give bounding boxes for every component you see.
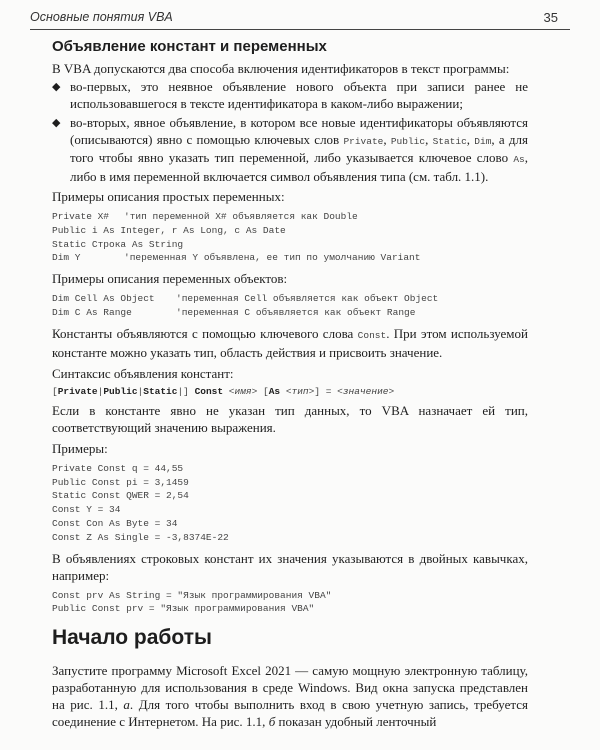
code-block-object-vars — [52, 292, 528, 320]
syntax-value: <значение> — [337, 385, 395, 397]
intro-paragraph: В VBA допускаются два способа включения идентификаторов в текст программы: — [52, 61, 510, 76]
code-line: Const Z As Single = -3,8374E-22 — [52, 531, 229, 543]
const-text: . При этом используемой константе можно указать тип, область действия и присвоить значение. — [52, 325, 528, 360]
paragraph-text: показан удобный ленточный — [275, 714, 437, 730]
figure-ref-b: б — [268, 714, 276, 730]
string-consts-paragraph: В объявлениях строковых констант их значения указываются в двойных кавычках, например: — [52, 550, 528, 583]
page-content — [52, 38, 528, 730]
code-statement: Dim C As Range — [52, 306, 132, 318]
code-statement: Dim Y — [52, 252, 81, 264]
code-line: Static Const QWER = 2,54 — [52, 490, 189, 502]
code-statement: Dim Cell As Object — [52, 293, 155, 305]
code-comment: 'тип переменной X# объявляется как Double — [124, 211, 358, 222]
code-line: Const Con As Byte = 34 — [52, 517, 178, 529]
paragraph-text: . Для того чтобы выполнить вход в свою учетную запись, требуется соединение с Интернетом. На рис. 1.1, — [52, 697, 528, 730]
code-statement: Static Строка As String — [52, 238, 184, 250]
code-line — [52, 224, 528, 238]
code-line — [52, 210, 528, 224]
code-line: Const prv As String = "Язык программирования VBA" — [52, 589, 332, 601]
bullet-list — [52, 79, 528, 185]
code-line — [52, 292, 528, 306]
bullet-text: во-вторых, явное объявление, в котором все новые идентификаторы объявляются (описываются) явно с помощью ключевых слов — [70, 115, 528, 147]
const-paragraph — [52, 325, 528, 361]
code-comment: 'переменная Cell объявляется как объект Object — [176, 293, 439, 305]
simple-vars-label: Примеры описания простых переменных: — [52, 189, 285, 204]
syntax-const: Const — [194, 385, 224, 397]
section-heading-constants-variables: Объявление констант и переменных — [52, 38, 327, 55]
syntax-type: <тип> — [280, 385, 315, 397]
syntax-bracket: [ — [263, 385, 269, 397]
keyword-as: As — [513, 154, 525, 165]
running-header — [30, 10, 570, 30]
syntax-as: As — [268, 385, 281, 397]
diamond-bullet-icon: ◆ — [52, 117, 61, 129]
code-comment: 'переменная Y объявлена, ее тип по умолчанию Variant — [124, 252, 421, 264]
syntax-bracket: ] = — [314, 385, 338, 397]
syntax-label: Синтаксис объявления констант: — [52, 365, 234, 381]
figure-ref-a: а — [123, 697, 130, 713]
code-line — [52, 238, 528, 252]
running-header-title: Основные понятия VBA — [30, 10, 173, 24]
syntax-public: Public — [103, 385, 138, 397]
code-block-simple-vars — [52, 210, 528, 265]
keyword-const: Const — [357, 329, 387, 341]
const-text: Константы объявляются с помощью ключевого слова — [52, 325, 358, 341]
getting-started-paragraph — [52, 662, 528, 730]
code-comment: 'переменная C объявляется как объект Range — [176, 306, 416, 318]
bullet-text: , а для того чтобы явно указать тип переменной, либо указывается ключевое слово — [70, 131, 528, 165]
syntax-line — [52, 386, 528, 397]
keyword-dim: Dim — [474, 135, 492, 147]
section-heading-getting-started: Начало работы — [52, 626, 212, 650]
syntax-static: Static — [143, 385, 178, 397]
examples-label: Примеры: — [52, 440, 108, 456]
keyword-static: Static — [432, 135, 467, 147]
syntax-separator: | — [137, 385, 144, 397]
code-block-string-consts — [52, 589, 528, 617]
bullet-item-explicit: ◆ во-вторых, явное объявление, в котором все новые идентификаторы объявляются (описываются) явно с помощью ключевых слов Private, Public, Static, Dim, а для того чтобы явно указать тип переменной, либо указывается ключевое слово As, либо в имя переменной включается символ объявления типа (см. табл. 1.1). — [52, 115, 528, 184]
object-vars-label: Примеры описания переменных объектов: — [52, 271, 288, 287]
code-line — [52, 251, 528, 265]
code-statement: Private X# — [52, 211, 110, 222]
bullet-text: во-первых, это неявное объявление нового объекта при записи ранее не использовавшегося в тексте идентификатора в каком-либо выражении; — [70, 79, 528, 111]
paragraph-text: Запустите программу Microsoft Excel 2021 — самую мощную электронную таблицу, разработанную для использования в среде Windows. Вид окна запуска представлен на рис. 1.1, — [52, 663, 528, 713]
code-block-const-examples — [52, 462, 528, 545]
syntax-bracket: [ — [52, 385, 58, 397]
keyword-private: Private — [343, 135, 384, 147]
code-line: Public Const pi = 3,1459 — [52, 476, 189, 488]
code-line: Public Const prv = "Язык программирования VBA" — [52, 603, 315, 615]
bullet-item-implicit — [52, 79, 528, 112]
bullet-text: , либо в имя переменной включается символ объявления типа (см. табл. 1.1). — [70, 150, 528, 184]
code-statement: Public i As Integer, r As Long, c As Date — [52, 224, 286, 236]
syntax-separator: | — [97, 385, 104, 397]
code-line: Const Y = 34 — [52, 504, 121, 516]
keyword-public: Public — [390, 135, 426, 147]
code-line: Private Const q = 44,55 — [52, 462, 184, 474]
syntax-name: <имя> — [223, 385, 264, 397]
syntax-private: Private — [57, 385, 98, 397]
header-rule — [30, 29, 570, 30]
page-number: 35 — [543, 10, 558, 25]
no-type-paragraph: Если в константе явно не указан тип данных, то VBA назначает ей тип, соответствующий значению выражения. — [52, 402, 528, 435]
code-line — [52, 306, 528, 320]
syntax-bracket: |] — [177, 385, 195, 397]
diamond-bullet-icon: ◆ — [52, 81, 61, 93]
